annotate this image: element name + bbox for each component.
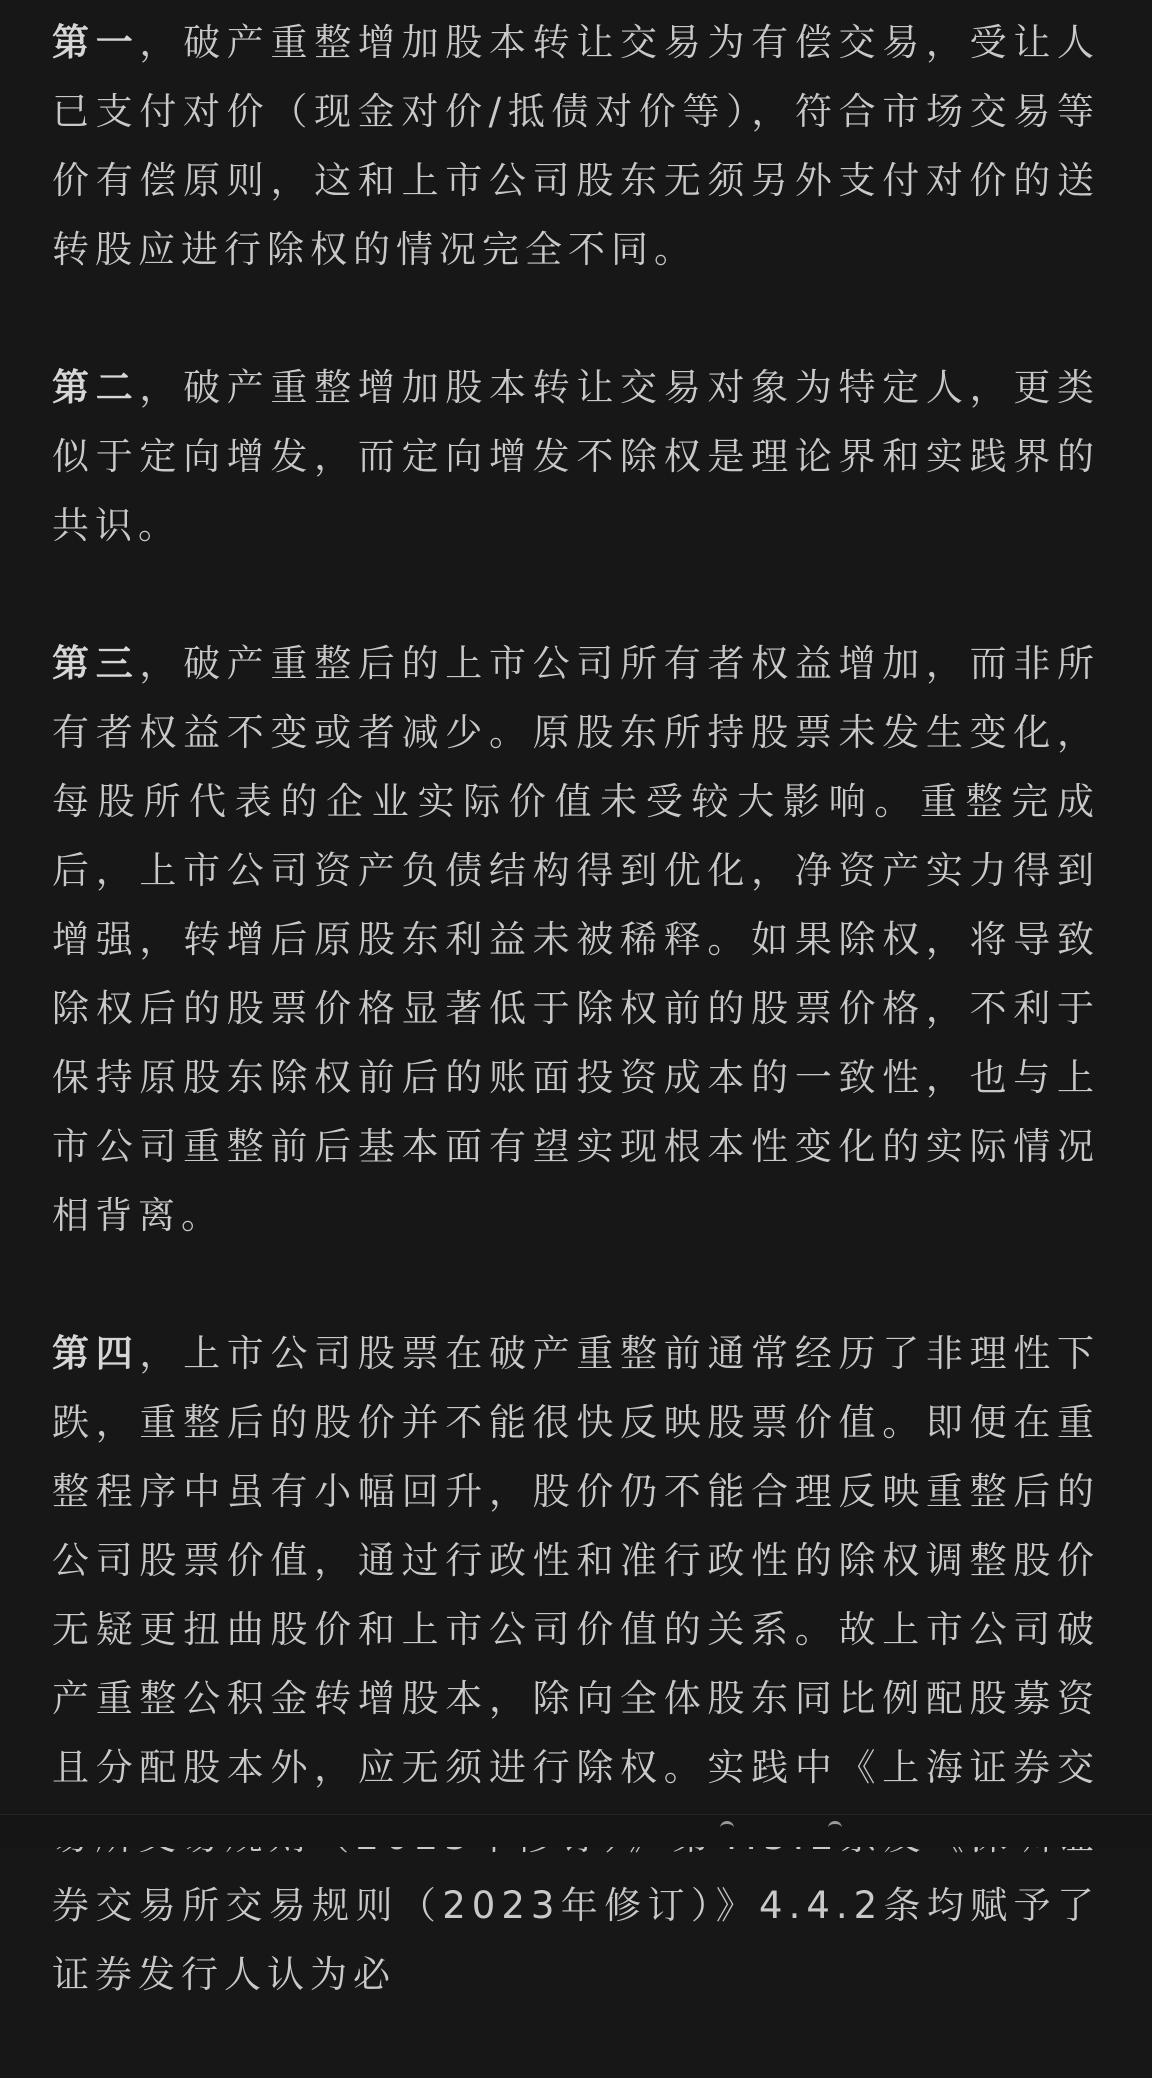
paragraph-second	[52, 353, 1100, 560]
paragraph-text: ，破产重整后的上市公司所有者权益增加，而非所有者权益不变或者减少。原股东所持股票未发生变化，每股所代表的企业实际价值未受较大影响。重整完成后，上市公司资产负债结构得到优化，净资产实力得到增强，转增后原股东利益未被稀释。如果除权，将导致除权后的股票价格显著低于除权前的股票价格，不利于保持原股东除权前后的账面投资成本的一致性，也与上市公司重整前后基本面有望实现根本性变化的实际情况相背离。	[52, 642, 1101, 1237]
paragraph-fourth	[52, 1319, 1100, 2009]
paragraph-lead: 第二	[52, 366, 140, 409]
paragraph-lead: 第四	[52, 1332, 140, 1375]
paragraph-first	[52, 8, 1100, 284]
paragraph-lead: 第一	[52, 21, 140, 64]
bottom-toolbar	[0, 1814, 1152, 1847]
paragraph-lead: 第三	[52, 642, 140, 685]
paragraph-text: ，破产重整增加股本转让交易对象为特定人，更类似于定向增发，而定向增发不除权是理论界和实践界的共识。	[52, 366, 1101, 547]
paragraph-third	[52, 629, 1100, 1250]
article-body	[52, 8, 1100, 2078]
toolbar-glyph-icon	[828, 1821, 842, 1832]
paragraph-text: ，破产重整增加股本转让交易为有偿交易，受让人已支付对价（现金对价/抵债对价等），符合市场交易等价有偿原则，这和上市公司股东无须另外支付对价的送转股应进行除权的情况完全不同。	[52, 21, 1101, 271]
paragraph-text: ，上市公司股票在破产重整前通常经历了非理性下跌，重整后的股价并不能很快反映股票价值。即便在重整程序中虽有小幅回升，股价仍不能合理反映重整后的公司股票价值，通过行政性和准行政性的除权调整股价无疑更扭曲股价和上市公司价值的关系。故上市公司破产重整公积金转增股本，除向全体股东同比例配股募资且分配股本外，应无须进行除权。实践中《上海证券交 券交易所交易规则（2023年修订）》4.4.2条均赋予了证券发行人认为必	[52, 1332, 1101, 1996]
toolbar-glyph-icon	[720, 1821, 734, 1832]
